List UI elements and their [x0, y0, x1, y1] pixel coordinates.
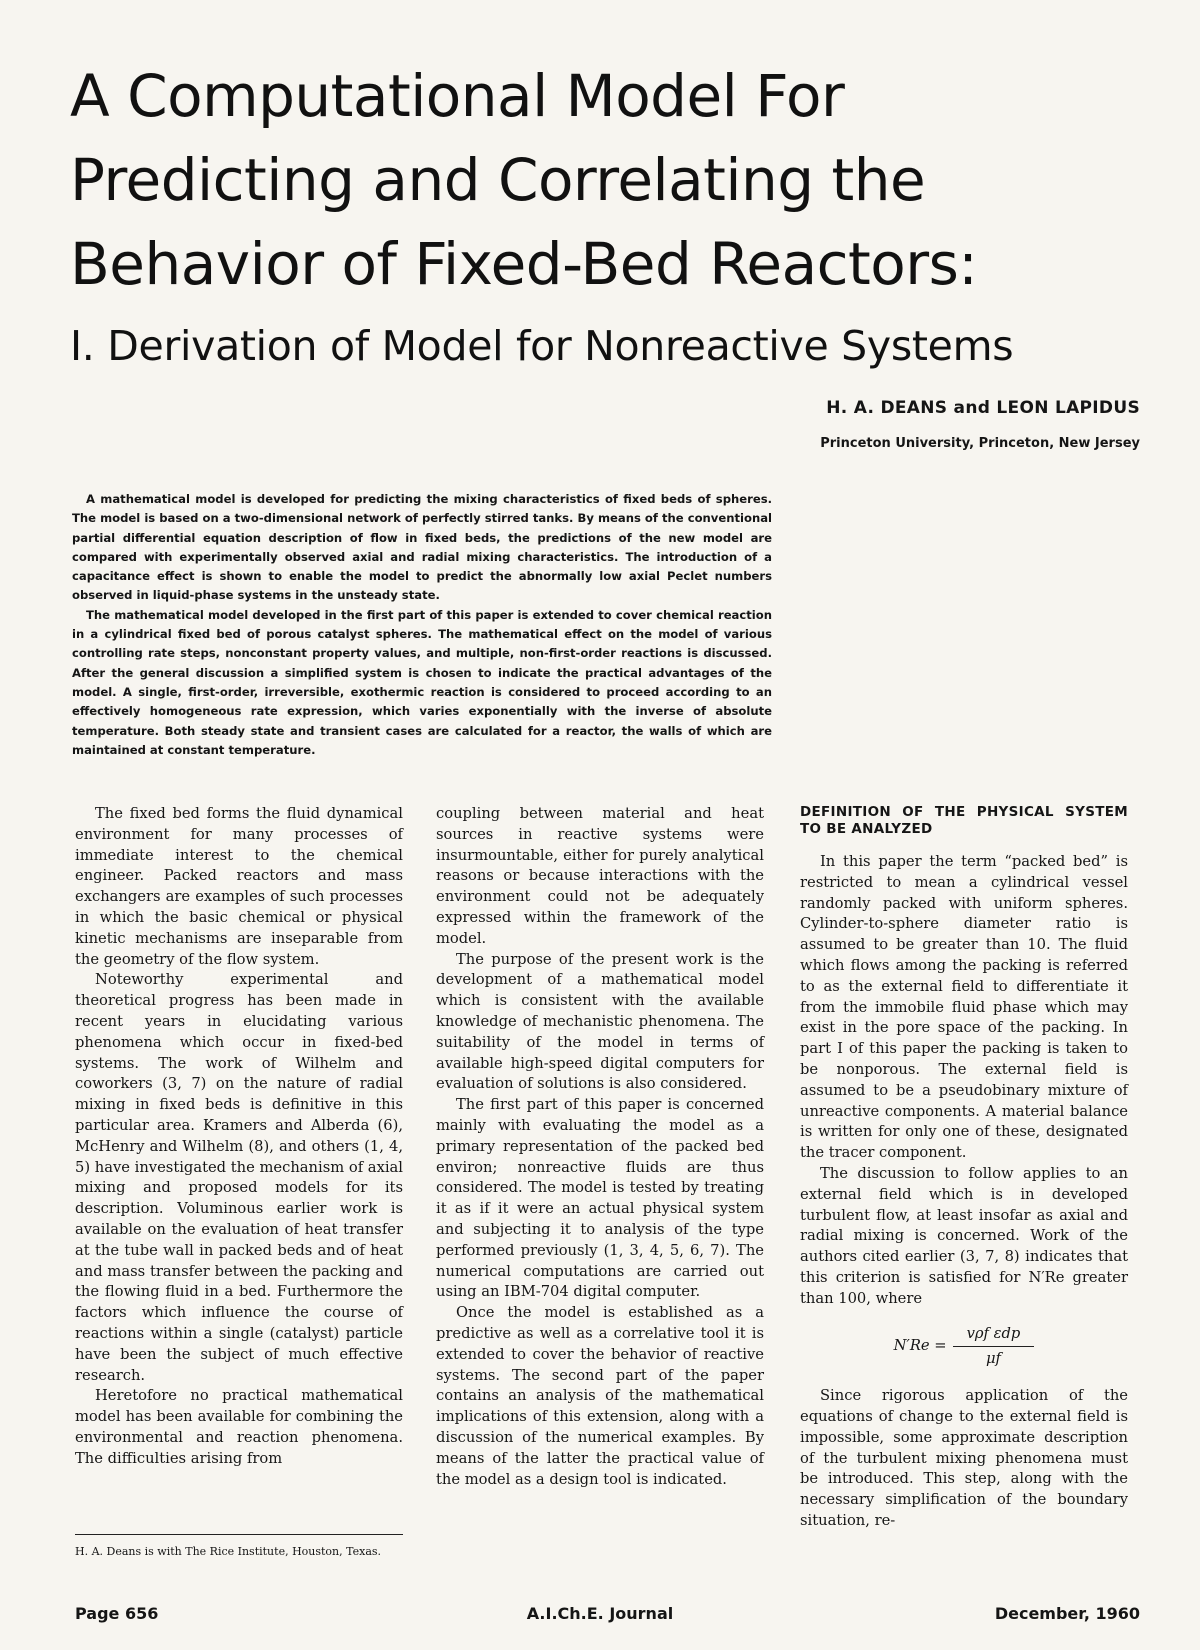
body-paragraph: Since rigorous application of the equations of change to the external field is impossible, some approximate description of the turbulent mixing phenomena must be introduced. This step, along with the necessary simplification of the boundary situation, re-: [800, 1387, 1128, 1529]
issue-date: December, 1960: [994, 1604, 1140, 1623]
body-paragraph: The fixed bed forms the fluid dynamical environment for many processes of immediate interest to the chemical engineer. Packed reactors and mass exchangers are examples of such processes in which the basic chemical or physical kinetic mechanisms are inseparable from the geometry of the flow system.: [75, 805, 403, 968]
abstract-paragraph-2: The mathematical model developed in the first part of this paper is extended to cover chemical reaction in a cylindrical fixed bed of porous catalyst spheres. The mathematical effect on the model of various controlling rate steps, nonconstant property values, and multiple, non-first-order reactions is discussed. After the general discussion a simplified system is chosen to indicate the practical advantages of the model. A single, first-order, irreversible, exothermic reaction is considered to proceed according to an effectively homogeneous rate expression, which varies exponentially with the inverse of absolute temperature. Both steady state and transient cases are calculated for a reactor, the walls of which are maintained at constant temperature.: [72, 607, 772, 757]
body-paragraph: Once the model is established as a predictive as well as a correlative tool it is extended to cover the behavior of reactive systems. The second part of the paper contains an analysis of the mathematical implications of this extension, along with a discussion of the numerical examples. By means of the latter the practical value of the model as a design tool is indicated.: [436, 1304, 764, 1488]
journal-name: A.I.Ch.E. Journal: [526, 1604, 674, 1623]
section-heading: DEFINITION OF THE PHYSICAL SYSTEM TO BE ANALYZED: [800, 804, 1128, 837]
body-paragraph: In this paper the term “packed bed” is restricted to mean a cylindrical vessel randomly packed with uniform spheres. Cylinder-to-sphere diameter ratio is assumed to be greater than 10. The fluid which flows among the packing is referred to as the external field to differentiate it from the immobile fluid phase which may exist in the pore space of the packing. In part I of this paper the packing is taken to be nonporous. The external field is assumed to be a pseudobinary mixture of unreactive components. A material balance is written for only one of these, designated the tracer component.: [800, 853, 1128, 1162]
paper-subtitle: I. Derivation of Model for Nonreactive Systems: [70, 322, 1014, 370]
body-paragraph: The first part of this paper is concerned mainly with evaluating the model as a primary representation of the packed bed environ; nonreactive fluids are thus considered. The model is tested by treating it as if it were an actual physical system and subjecting it to analysis of the type performed previously (1, 3, 4, 5, 6, 7). The numerical computations are carried out using an IBM-704 digital computer.: [436, 1096, 764, 1301]
abstract-paragraph-1: A mathematical model is developed for predicting the mixing characteristics of fixed beds of spheres. The model is based on a two-dimensional network of perfectly stirred tanks. By means of the conventional partial differential equation description of flow in fixed beds, the predictions of the new model are compared with experimentally observed axial and radial mixing characteristics. The introduction of a capacitance effect is shown to enable the model to predict the abnormally low axial Peclet numbers observed in liquid-phase systems in the unsteady state.: [72, 492, 772, 603]
body-paragraph: Heretofore no practical mathematical model has been available for combining the environmental and reaction phenomena. The difficulties arising from: [75, 1387, 403, 1467]
author-names: H. A. DEANS and LEON LAPIDUS: [826, 398, 1140, 418]
page-number: Page 656: [75, 1604, 159, 1623]
equation-fraction: [953, 1324, 1035, 1371]
body-paragraph: The purpose of the present work is the development of a mathematical model which is consistent with the available knowledge of mechanistic phenomena. The suitability of the model in terms of available high-speed digital computers for evaluation of solutions is also considered.: [436, 950, 764, 1093]
body-paragraph: The discussion to follow applies to an external field which is in developed turbulent flow, at least insofar as axial and radial mixing is concerned. Work of the authors cited earlier (3, 7, 8) indicates that this criterion is satisfied for N′Re greater than 100, where: [800, 1164, 1128, 1307]
body-paragraph: coupling between material and heat sources in reactive systems were insurmountable, either for purely analytical reasons or because interactions with the environment could not be adequately expressed within the framework of the model.: [436, 805, 764, 947]
author-footnote: H. A. Deans is with The Rice Institute, Houston, Texas.: [75, 1534, 403, 1559]
body-column-3: [800, 804, 1128, 1532]
paper-title: A Computational Model For Predicting and Correlating the Behavior of Fixed-Bed Reactors:: [70, 62, 978, 298]
reynolds-equation: [800, 1324, 1128, 1371]
author-affiliation: Princeton University, Princeton, New Jersey: [820, 436, 1140, 451]
equation-denominator: μf: [985, 1350, 1001, 1368]
body-column-1: [75, 804, 403, 1470]
equation-numerator: vρf εdp: [953, 1324, 1035, 1348]
equation-lhs: N′Re =: [893, 1337, 947, 1355]
body-paragraph: Noteworthy experimental and theoretical progress has been made in recent years in elucidating various phenomena which occur in fixed-bed systems. The work of Wilhelm and coworkers (3, 7) on the nature of radial mixing in fixed beds is definitive in this particular area. Kramers and Alberda (6), McHenry and Wilhelm (8), and others (1, 4, 5) have investigated the mechanism of axial mixing and proposed models for its description. Voluminous earlier work is available on the evaluation of heat transfer at the tube wall in packed beds and of heat and mass transfer between the packing and the flowing fluid in a bed. Furthermore the factors which influence the course of reactions within a single (catalyst) particle have been the subject of much effective research.: [75, 971, 403, 1384]
body-column-2: [436, 804, 764, 1490]
abstract: [72, 490, 772, 760]
